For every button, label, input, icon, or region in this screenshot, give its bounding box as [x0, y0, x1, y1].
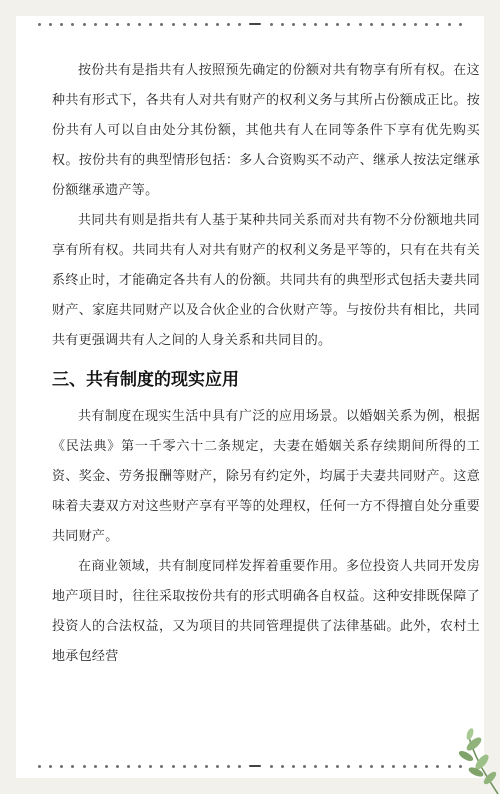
border-dot — [281, 765, 284, 768]
border-dot — [238, 23, 241, 26]
border-dot — [71, 23, 74, 26]
border-dot — [270, 765, 273, 768]
border-dot — [216, 23, 219, 26]
border-dot — [83, 765, 86, 768]
paragraph-marriage-application: 共有制度在现实生活中具有广泛的应用场景。以婚姻关系为例，根据《民法典》第一千零六十二条规定，夫妻在婚姻关系存续期间所得的工资、奖金、劳务报酬等财产，除另有约定外，均属于夫妻共同财产。这意味着夫妻双方对这些财产享有平等的处理权，任何一方不得擅自处分重要共同财产。 — [52, 409, 480, 544]
border-dot — [94, 765, 97, 768]
border-dot — [172, 765, 175, 768]
border-dot — [325, 765, 328, 768]
border-dot — [60, 765, 63, 768]
border-dot — [205, 23, 208, 26]
border-dot — [116, 23, 119, 26]
border-dot — [49, 23, 52, 26]
border-dot — [392, 765, 395, 768]
paragraph-business-application: 在商业领域，共有制度同样发挥着重要作用。多位投资人共同开发房地产项目时，往往采取按份共有的形式明确各自权益。这种安排既保障了投资人的合法权益，又为项目的共同管理提供了法律基础。此外，农村土地承包经营 — [52, 559, 480, 664]
border-dot — [71, 765, 74, 768]
border-dot — [347, 23, 350, 26]
border-dot — [281, 23, 284, 26]
border-dot — [183, 23, 186, 26]
border-dot — [116, 765, 119, 768]
top-dotted-border — [38, 22, 462, 26]
border-dot — [336, 765, 339, 768]
border-dot — [160, 23, 163, 26]
border-dot — [414, 23, 417, 26]
border-dot — [425, 23, 428, 26]
border-dot — [149, 765, 152, 768]
border-dot — [292, 765, 295, 768]
document-body — [52, 56, 480, 672]
border-dot — [459, 23, 462, 26]
border-dot — [138, 765, 141, 768]
border-dot — [270, 23, 273, 26]
border-dot — [403, 23, 406, 26]
border-dot — [303, 765, 306, 768]
border-dot — [216, 765, 219, 768]
border-dot — [49, 765, 52, 768]
border-dash — [249, 765, 261, 767]
border-dot — [127, 765, 130, 768]
paragraph-joint-ownership: 共同共有则是指共有人基于某种共同关系而对共有物不分份额地共同享有所有权。共同共有人对共有财产的权利义务是平等的，只有在共有关系终止时，才能确定各共有人的份额。共同共有的典型形式包括夫妻共同财产、家庭共同财产以及合伙企业的合伙财产等。与按份共有相比，共同共有更强调共有人之间的人身关系和共同目的。 — [52, 213, 480, 348]
paragraph-shared-by-share: 按份共有是指共有人按照预先确定的份额对共有物享有所有权。在这种共有形式下，各共有人对共有财产的权利义务与其所占份额成正比。按份共有人可以自由处分其份额，其他共有人在同等条件下享有优先购买权。按份共有的典型情形包括：多人合资购买不动产、继承人按法定继承份额继承遗产等。 — [52, 63, 480, 198]
border-dot — [38, 23, 41, 26]
border-dot — [160, 765, 163, 768]
border-dot — [359, 765, 362, 768]
border-dot — [194, 765, 197, 768]
border-dot — [138, 23, 141, 26]
border-dot — [436, 23, 439, 26]
border-dot — [38, 765, 41, 768]
border-dot — [414, 765, 417, 768]
border-dot — [83, 23, 86, 26]
border-dot — [227, 765, 230, 768]
border-dot — [60, 23, 63, 26]
border-dot — [105, 765, 108, 768]
border-dot — [425, 765, 428, 768]
border-dot — [172, 23, 175, 26]
border-dot — [183, 765, 186, 768]
border-dot — [392, 23, 395, 26]
border-dot — [381, 765, 384, 768]
border-dot — [194, 23, 197, 26]
border-dot — [359, 23, 362, 26]
border-dot — [227, 23, 230, 26]
border-dot — [336, 23, 339, 26]
border-dot — [149, 23, 152, 26]
border-dot — [347, 765, 350, 768]
document-page — [16, 16, 484, 778]
border-dot — [238, 765, 241, 768]
border-dot — [370, 765, 373, 768]
bottom-dotted-border — [38, 764, 462, 768]
border-dot — [303, 23, 306, 26]
border-dot — [205, 765, 208, 768]
border-dot — [105, 23, 108, 26]
border-dot — [314, 23, 317, 26]
border-dot — [370, 23, 373, 26]
leaf-branch-icon — [430, 714, 500, 794]
border-dot — [127, 23, 130, 26]
border-dash — [249, 23, 261, 25]
section-heading: 三、共有制度的现实应用 — [52, 370, 239, 390]
border-dot — [94, 23, 97, 26]
border-dot — [314, 765, 317, 768]
border-dot — [325, 23, 328, 26]
border-dot — [403, 765, 406, 768]
border-dot — [381, 23, 384, 26]
border-dot — [448, 23, 451, 26]
border-dot — [292, 23, 295, 26]
